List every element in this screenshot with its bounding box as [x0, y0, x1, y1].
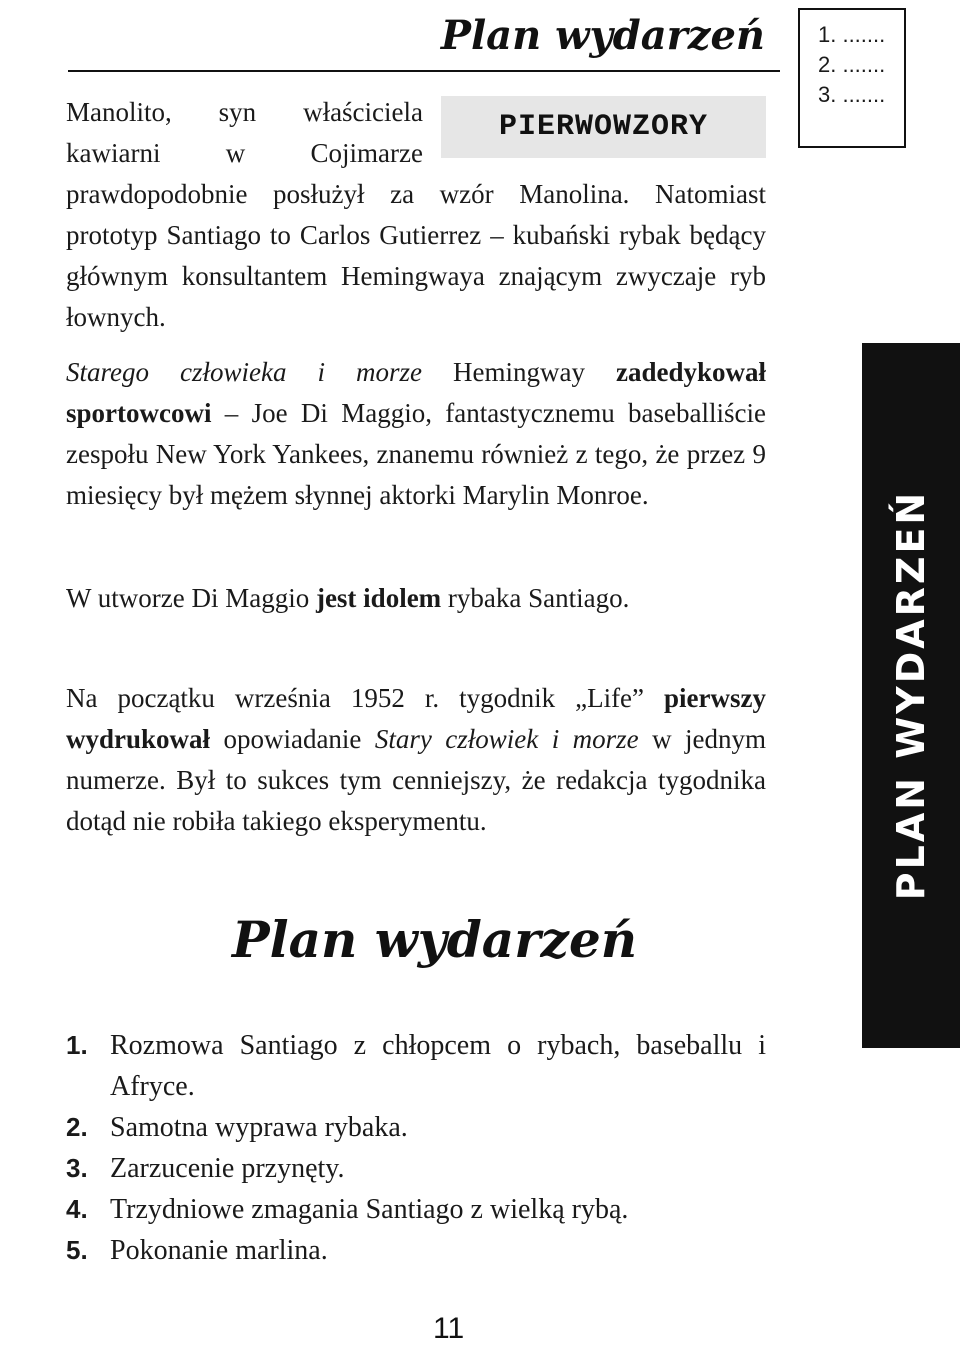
- section-tag-pierwowzory: PIERWOWZORY: [441, 96, 766, 158]
- plan-heading: Plan wydarzeń: [232, 910, 638, 969]
- header-rule: [68, 70, 780, 72]
- book-title: Stary człowiek i morze: [374, 724, 639, 754]
- plan-item-text: Samotna wyprawa rybaka.: [110, 1112, 408, 1143]
- toc-box: [798, 8, 906, 148]
- side-tab-label: PLAN WYDARZEŃ: [889, 489, 933, 901]
- plan-item-number: 1.: [66, 1030, 88, 1060]
- text-run: W utworze Di Maggio: [66, 583, 316, 613]
- plan-item: [66, 1025, 766, 1107]
- text-run: opowiadanie: [210, 724, 375, 754]
- paragraph-prototypes: [66, 92, 766, 338]
- text-run: Hemingway: [421, 357, 616, 387]
- toc-line: 3. .......: [818, 82, 886, 107]
- plan-item: [66, 1148, 766, 1189]
- plan-item-number: 3.: [66, 1153, 88, 1183]
- paragraph-dedication: [66, 352, 766, 516]
- bold-run: zadedykował sportowcowi: [66, 357, 766, 428]
- plan-item-number: 5.: [66, 1235, 88, 1265]
- text-run: Na początku września 1952 r. tygodnik „Life”: [66, 683, 665, 713]
- text-run: – Joe Di Maggio, fantastycznemu baseballiście zespołu New York Yankees, znanemu również z tego, że przez 9 miesięcy był mężem słynnej aktorki Marylin Monroe.: [66, 398, 766, 510]
- plan-item-text: Pokonanie marlina.: [110, 1235, 328, 1266]
- toc-line: 1. .......: [818, 22, 886, 47]
- plan-item-text: Rozmowa Santiago z chłopcem o rybach, baseballu i Afryce.: [110, 1030, 766, 1102]
- plan-item-text: Trzydniowe zmagania Santiago z wielką rybą.: [110, 1194, 629, 1225]
- page-number: 11: [433, 1312, 465, 1345]
- text-run: rybaka Santiago.: [441, 583, 630, 613]
- paragraph-idol: [66, 578, 766, 619]
- plan-list: [66, 1025, 766, 1271]
- text-run: w jednym numerze. Był to sukces tym cenniejszy, że redakcja tygodnika dotąd nie robiła takiego eksperymentu.: [66, 724, 766, 836]
- plan-item-text: Zarzucenie przynęty.: [110, 1153, 345, 1184]
- toc-line: 2. .......: [818, 52, 886, 77]
- plan-item-number: 4.: [66, 1194, 88, 1224]
- header-title: Plan wydarzeń: [440, 12, 765, 59]
- plan-item: [66, 1230, 766, 1271]
- plan-item: [66, 1107, 766, 1148]
- book-title: Starego człowieka i morze: [66, 357, 422, 387]
- bold-run: jest idolem: [315, 583, 442, 613]
- bold-run: pierwszy wydrukował: [66, 683, 766, 754]
- paragraph-text: Manolito, syn właściciela kawiarni w Cojimarze prawdopodobnie posłużył za wzór Manolina. Natomiast prototyp Santiago to Carlos Gutierrez – kubański rybak będący głównym konsultantem Hemingwaya znającym zwyczaje ryb łownych.: [66, 97, 766, 332]
- paragraph-life: [66, 678, 766, 842]
- plan-item: [66, 1189, 766, 1230]
- side-tab: [862, 343, 960, 1048]
- plan-item-number: 2.: [66, 1112, 88, 1142]
